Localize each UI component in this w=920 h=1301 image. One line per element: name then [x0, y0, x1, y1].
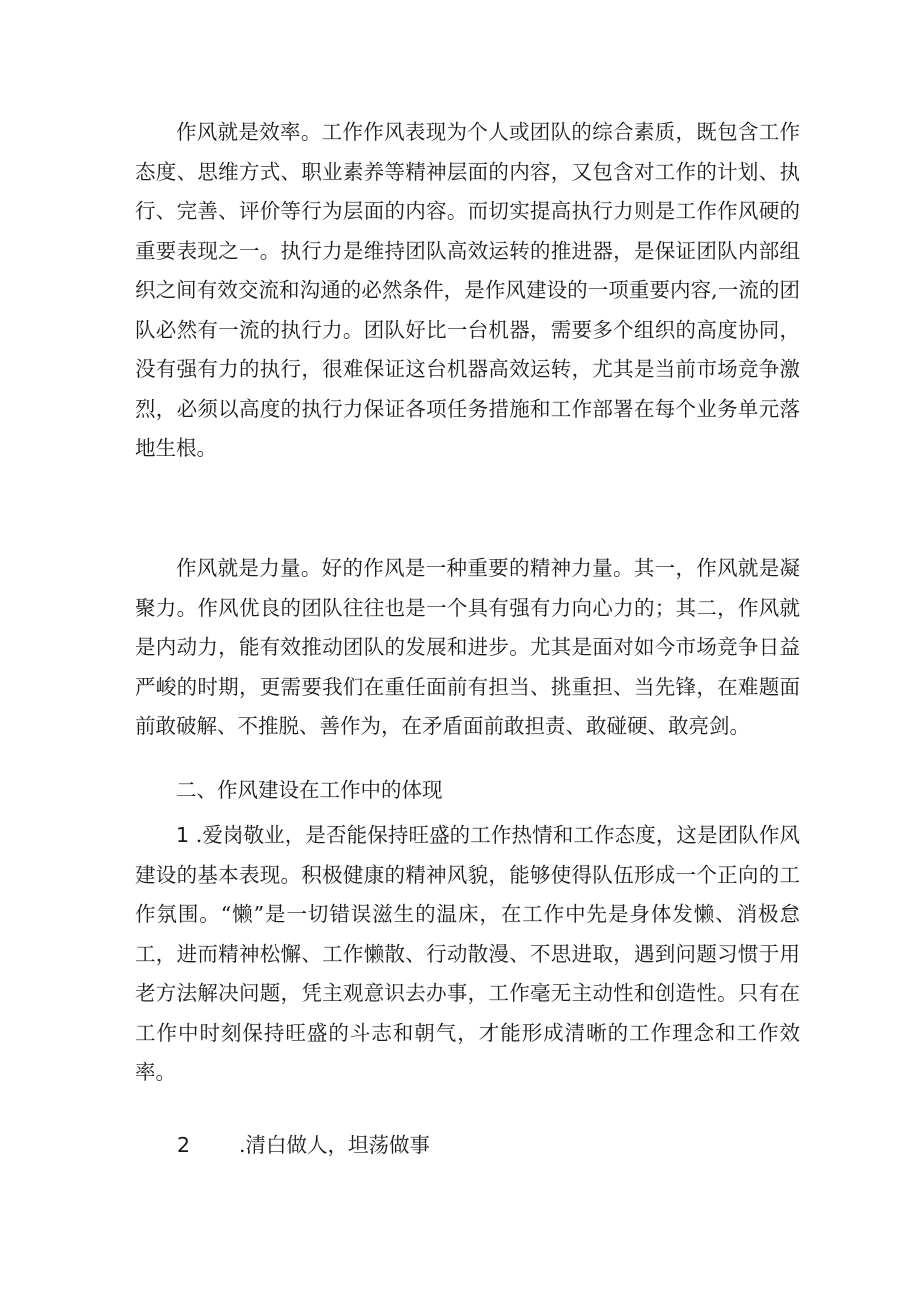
list-item-1-text: .爱岗敬业，是否能保持旺盛的工作热情和工作态度，这是团队作风建设的基本表现。积极健康的精神风貌，能够使得队伍形成一个正向的工作氛围。“懒”是一切错误滋生的温床，在工作中先是身体发懒、消极怠工，进而精神松懈、工作懒散、行动散漫、不思进取，遇到问题习惯于用老方法解决问题，凭主观意识去办事，工作毫无主动性和创造性。只有在工作中时刻保持旺盛的斗志和朝气，才能形成清晰的工作理念和工作效率。	[135, 823, 800, 1084]
list-item-1	[135, 816, 800, 1093]
list-item-2-text: .清白做人，坦荡做事	[239, 1133, 431, 1157]
section-heading-2: 二、作风建设在工作中的体现	[176, 778, 443, 802]
paragraph-efficiency: 作风就是效率。工作作风表现为个人或团队的综合素质，既包含工作态度、思维方式、职业素养等精神层面的内容，又包含对工作的计划、执行、完善、评价等行为层面的内容。而切实提高执行力则是工作作风硬的重要表现之一。执行力是维持团队高效运转的推进器，是保证团队内部组织之间有效交流和沟通的必然条件，是作风建设的一项重要内容,一流的团队必然有一流的执行力。团队好比一台机器，需要多个组织的高度协同，没有强有力的执行，很难保证这台机器高效运转，尤其是当前市场竞争激烈，必须以高度的执行力保证各项任务措施和工作部署在每个业务单元落地生根。	[135, 120, 800, 460]
list-item-2	[135, 1126, 800, 1166]
list-item-2-number: 2	[177, 1133, 191, 1157]
paragraph-strength: 作风就是力量。好的作风是一种重要的精神力量。其一，作风就是凝聚力。作风优良的团队往往也是一个具有强有力向心力的；其二，作风就是内动力，能有效推动团队的发展和进步。尤其是面对如今市场竞争日益严峻的时期，更需要我们在重任面前有担当、挑重担、当先锋，在难题面前敢破解、不推脱、善作为，在矛盾面前敢担责、敢碰硬、敢亮剑。	[135, 556, 800, 738]
list-item-1-number: 1	[176, 823, 190, 847]
